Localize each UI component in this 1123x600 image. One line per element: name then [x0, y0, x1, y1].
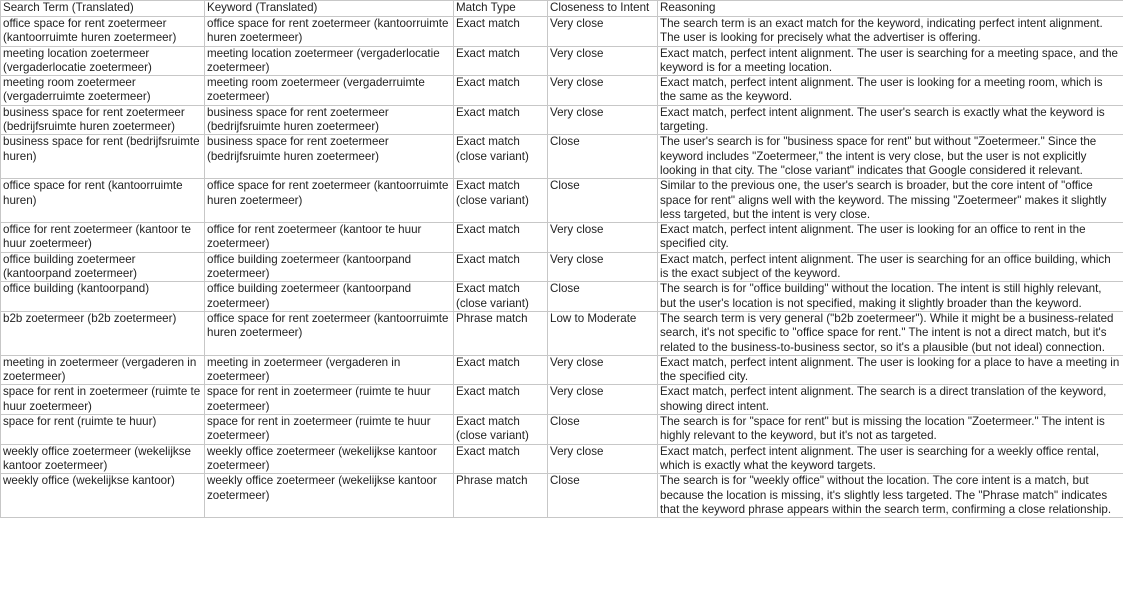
header-match-type: Match Type	[454, 1, 548, 17]
cell-reasoning: The search is for "space for rent" but is missing the location "Zoetermeer." The intent is highly relevant to the keyword, but it's not as targeted.	[658, 415, 1123, 445]
cell-match-type: Exact match	[454, 444, 548, 474]
cell-keyword: office space for rent zoetermeer (kantoorruimte huren zoetermeer)	[205, 179, 454, 223]
cell-search-term: weekly office (wekelijkse kantoor)	[1, 474, 205, 518]
table-row	[1, 76, 1123, 106]
cell-reasoning: Similar to the previous one, the user's search is broader, but the core intent of "office space for rent" aligns well with the keyword. The missing "Zoetermeer" makes it slightly less targeted, but the intent is very close.	[658, 179, 1123, 223]
cell-reasoning: Exact match, perfect intent alignment. The user is searching for an office building, which is the exact subject of the keyword.	[658, 252, 1123, 282]
header-row	[1, 1, 1123, 17]
cell-search-term: b2b zoetermeer (b2b zoetermeer)	[1, 311, 205, 355]
cell-search-term: weekly office zoetermeer (wekelijkse kantoor zoetermeer)	[1, 444, 205, 474]
cell-reasoning: Exact match, perfect intent alignment. The user is searching for a meeting space, and the keyword is for a meeting location.	[658, 46, 1123, 76]
cell-reasoning: Exact match, perfect intent alignment. The user is looking for a meeting room, which is the same as the keyword.	[658, 76, 1123, 106]
table-row	[1, 385, 1123, 415]
cell-keyword: business space for rent zoetermeer (bedrijfsruimte huren zoetermeer)	[205, 105, 454, 135]
cell-keyword: office space for rent zoetermeer (kantoorruimte huren zoetermeer)	[205, 17, 454, 47]
cell-keyword: office building zoetermeer (kantoorpand zoetermeer)	[205, 252, 454, 282]
cell-closeness: Very close	[548, 355, 658, 385]
cell-closeness: Very close	[548, 444, 658, 474]
cell-closeness: Close	[548, 135, 658, 179]
cell-closeness: Very close	[548, 252, 658, 282]
cell-reasoning: The search term is an exact match for the keyword, indicating perfect intent alignment. The user is looking for precisely what the advertiser is offering.	[658, 17, 1123, 47]
cell-closeness: Very close	[548, 223, 658, 253]
cell-search-term: meeting in zoetermeer (vergaderen in zoetermeer)	[1, 355, 205, 385]
cell-search-term: business space for rent zoetermeer (bedrijfsruimte huren zoetermeer)	[1, 105, 205, 135]
cell-keyword: meeting location zoetermeer (vergaderlocatie zoetermeer)	[205, 46, 454, 76]
cell-keyword: space for rent in zoetermeer (ruimte te huur zoetermeer)	[205, 415, 454, 445]
cell-reasoning: Exact match, perfect intent alignment. The user is looking for an office to rent in the specified city.	[658, 223, 1123, 253]
cell-keyword: meeting room zoetermeer (vergaderruimte zoetermeer)	[205, 76, 454, 106]
cell-keyword: weekly office zoetermeer (wekelijkse kantoor zoetermeer)	[205, 474, 454, 518]
cell-reasoning: The user's search is for "business space for rent" but without "Zoetermeer." Since the keyword includes "Zoetermeer," the intent is very close, but the user is not explicitly looking in that city. The "close variant" indicates that Google considered it relevant.	[658, 135, 1123, 179]
cell-keyword: meeting in zoetermeer (vergaderen in zoetermeer)	[205, 355, 454, 385]
cell-keyword: office space for rent zoetermeer (kantoorruimte huren zoetermeer)	[205, 311, 454, 355]
cell-match-type: Exact match	[454, 385, 548, 415]
cell-search-term: office space for rent (kantoorruimte huren)	[1, 179, 205, 223]
cell-closeness: Close	[548, 179, 658, 223]
cell-search-term: meeting location zoetermeer (vergaderlocatie zoetermeer)	[1, 46, 205, 76]
table-row	[1, 311, 1123, 355]
cell-match-type: Exact match (close variant)	[454, 415, 548, 445]
cell-closeness: Very close	[548, 17, 658, 47]
table-row	[1, 46, 1123, 76]
cell-search-term: meeting room zoetermeer (vergaderruimte zoetermeer)	[1, 76, 205, 106]
cell-search-term: office for rent zoetermeer (kantoor te huur zoetermeer)	[1, 223, 205, 253]
cell-search-term: space for rent (ruimte te huur)	[1, 415, 205, 445]
cell-closeness: Very close	[548, 46, 658, 76]
cell-reasoning: The search is for "weekly office" without the location. The core intent is a match, but because the location is missing, it's slightly less targeted. The "Phrase match" indicates that the keyword phrase appears within the search term, confirming a close relationship.	[658, 474, 1123, 518]
cell-keyword: business space for rent zoetermeer (bedrijfsruimte huren zoetermeer)	[205, 135, 454, 179]
cell-match-type: Exact match	[454, 76, 548, 106]
cell-match-type: Exact match	[454, 17, 548, 47]
cell-match-type: Phrase match	[454, 474, 548, 518]
cell-closeness: Very close	[548, 105, 658, 135]
table-row	[1, 223, 1123, 253]
cell-match-type: Phrase match	[454, 311, 548, 355]
cell-match-type: Exact match (close variant)	[454, 282, 548, 312]
cell-search-term: space for rent in zoetermeer (ruimte te huur zoetermeer)	[1, 385, 205, 415]
cell-keyword: space for rent in zoetermeer (ruimte te huur zoetermeer)	[205, 385, 454, 415]
cell-closeness: Close	[548, 282, 658, 312]
cell-reasoning: The search term is very general ("b2b zoetermeer"). While it might be a business-related search, it's not specific to "office space for rent." The intent is not a direct match, but it's related to the business-to-business sector, so it's a plausible (but not ideal) connection.	[658, 311, 1123, 355]
cell-reasoning: The search is for "office building" without the location. The intent is still highly relevant, but the user's location is not specified, making it slightly broader than the keyword.	[658, 282, 1123, 312]
cell-match-type: Exact match	[454, 223, 548, 253]
table-row	[1, 444, 1123, 474]
header-reasoning: Reasoning	[658, 1, 1123, 17]
table-row	[1, 415, 1123, 445]
header-search-term: Search Term (Translated)	[1, 1, 205, 17]
cell-search-term: office space for rent zoetermeer (kantoorruimte huren zoetermeer)	[1, 17, 205, 47]
table-row	[1, 17, 1123, 47]
cell-reasoning: Exact match, perfect intent alignment. The user is searching for a weekly office rental, which is exactly what the keyword targets.	[658, 444, 1123, 474]
cell-reasoning: Exact match, perfect intent alignment. The search is a direct translation of the keyword, showing direct intent.	[658, 385, 1123, 415]
cell-match-type: Exact match	[454, 105, 548, 135]
table-row	[1, 179, 1123, 223]
cell-keyword: office for rent zoetermeer (kantoor te huur zoetermeer)	[205, 223, 454, 253]
table-row	[1, 135, 1123, 179]
cell-search-term: business space for rent (bedrijfsruimte huren)	[1, 135, 205, 179]
cell-match-type: Exact match (close variant)	[454, 135, 548, 179]
table-row	[1, 474, 1123, 518]
header-closeness: Closeness to Intent	[548, 1, 658, 17]
table-row	[1, 282, 1123, 312]
table-row	[1, 105, 1123, 135]
cell-match-type: Exact match	[454, 46, 548, 76]
cell-search-term: office building zoetermeer (kantoorpand zoetermeer)	[1, 252, 205, 282]
cell-match-type: Exact match (close variant)	[454, 179, 548, 223]
cell-closeness: Close	[548, 415, 658, 445]
cell-keyword: weekly office zoetermeer (wekelijkse kantoor zoetermeer)	[205, 444, 454, 474]
table-body	[1, 17, 1123, 518]
cell-match-type: Exact match	[454, 355, 548, 385]
cell-match-type: Exact match	[454, 252, 548, 282]
cell-reasoning: Exact match, perfect intent alignment. The user's search is exactly what the keyword is targeting.	[658, 105, 1123, 135]
cell-closeness: Very close	[548, 76, 658, 106]
cell-reasoning: Exact match, perfect intent alignment. The user is looking for a place to have a meeting in the specified city.	[658, 355, 1123, 385]
cell-closeness: Close	[548, 474, 658, 518]
cell-keyword: office building zoetermeer (kantoorpand zoetermeer)	[205, 282, 454, 312]
table-row	[1, 252, 1123, 282]
cell-closeness: Very close	[548, 385, 658, 415]
header-keyword: Keyword (Translated)	[205, 1, 454, 17]
cell-search-term: office building (kantoorpand)	[1, 282, 205, 312]
table-row	[1, 355, 1123, 385]
cell-closeness: Low to Moderate	[548, 311, 658, 355]
